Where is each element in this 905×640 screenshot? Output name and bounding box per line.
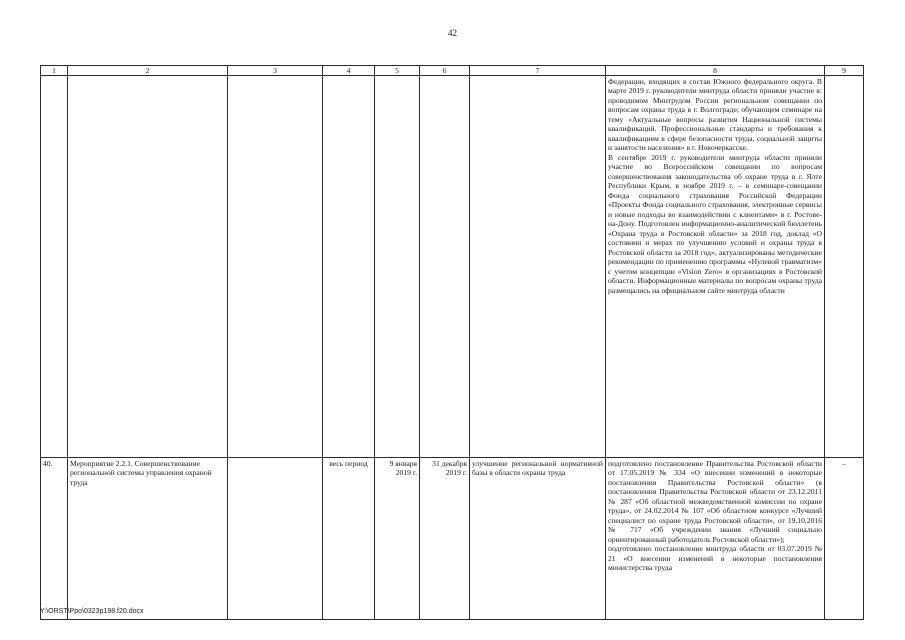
cell-executor <box>228 458 323 620</box>
header-col-8: 8 <box>606 66 825 76</box>
header-col-2: 2 <box>68 66 228 76</box>
paragraph: Федерации, входящих в состав Южного федерального округа. В марте 2019 г. руководители минтруда области приняли участие в: проводимом Минтрудом России региональном совещании по вопросам охраны труда в г. Волгограде; обучающем семинаре на тему «Актуальные вопросы развития Национальной системы квалификаций. Профессиональные стандарты и требования к квалификациям в сфере безопасности труда, социальной защиты и занятости населения» в г. Новочеркасске. <box>608 77 822 153</box>
cell-empty <box>825 76 864 458</box>
cell-end-date: 31 декабря 2019 г. <box>420 458 470 620</box>
header-col-3: 3 <box>228 66 323 76</box>
cell-empty <box>323 76 375 458</box>
header-col-5: 5 <box>375 66 420 76</box>
cell-note: – <box>825 458 864 620</box>
footer-file-path: Y:\ORST\Ppo\0323p198.f20.docx <box>40 608 144 615</box>
header-col-7: 7 <box>470 66 606 76</box>
table-row-40 <box>41 458 864 620</box>
cell-event-name: Мероприятие 2.2.1. Совершенствование региональной системы управления охраной труда <box>68 458 228 620</box>
cell-implementation-info <box>606 76 825 458</box>
header-col-9: 9 <box>825 66 864 76</box>
header-col-4: 4 <box>323 66 375 76</box>
header-col-1: 1 <box>41 66 68 76</box>
cell-period: весь период <box>323 458 375 620</box>
paragraph: подготовлено постановление Правительства Ростовской области от 17.05.2019 № 334 «О внесении изменений в некоторые постановления Правительства Ростовской области» (в постановления Правительства Ростовской области от 23.12.2011 № 287 «Об областной межведомственной комиссии по охране труда», от 24.02.2014 № 107 «Об областном конкурсе «Лучший специалист по охране труда Ростовской области», от 19.10.2016 № 717 «Об учреждении звания «Лучший социально ориентированный работодатель Ростовской области»); <box>608 459 822 544</box>
table-row-continuation <box>41 76 864 458</box>
cell-row-number: 40. <box>41 458 68 620</box>
cell-empty <box>228 76 323 458</box>
header-col-6: 6 <box>420 66 470 76</box>
page-number: 42 <box>448 28 457 38</box>
table-header-row <box>41 66 864 76</box>
cell-empty <box>68 76 228 458</box>
cell-empty <box>420 76 470 458</box>
cell-empty <box>375 76 420 458</box>
cell-empty <box>470 76 606 458</box>
paragraph: подготовлено постановление минтруда области от 03.07.2019 № 21 «О внесении изменений в некоторые постановления министерства труда <box>608 544 822 573</box>
cell-start-date: 9 января 2019 г. <box>375 458 420 620</box>
report-table <box>40 65 864 620</box>
cell-empty <box>41 76 68 458</box>
paragraph: В сентябре 2019 г. руководители минтруда области приняли участие во Всероссийском совещании по вопросам совершенствования законодательства об охране труда в г. Ялте Республики Крым, в ноябре 2019 г. – в семинаре-совещании Фонда социального страхования Российской Федерации «Проекты Фонда социального страхования, электронные сервисы и новые подходы во взаимодействии с клиентами» в г. Ростове-на-Дону. Подготовлен информационно-аналитический бюллетень «Охрана труда в Ростовской области» за 2018 год, доклад «О состоянии и мерах по улучшению условий и охраны труда в Ростовской области за 2018 год», актуализированы методические рекомендации по применению программы «Нулевой травматизм» с учетом концепции «Vision Zero» в организациях в Ростовской области. Информационные материалы по вопросам охраны труда размещались на официальном сайте минтруда области <box>608 152 822 295</box>
cell-implementation-info <box>606 458 825 620</box>
cell-expected-result: улучшение региональной нормативной базы в области охраны труда <box>470 458 606 620</box>
